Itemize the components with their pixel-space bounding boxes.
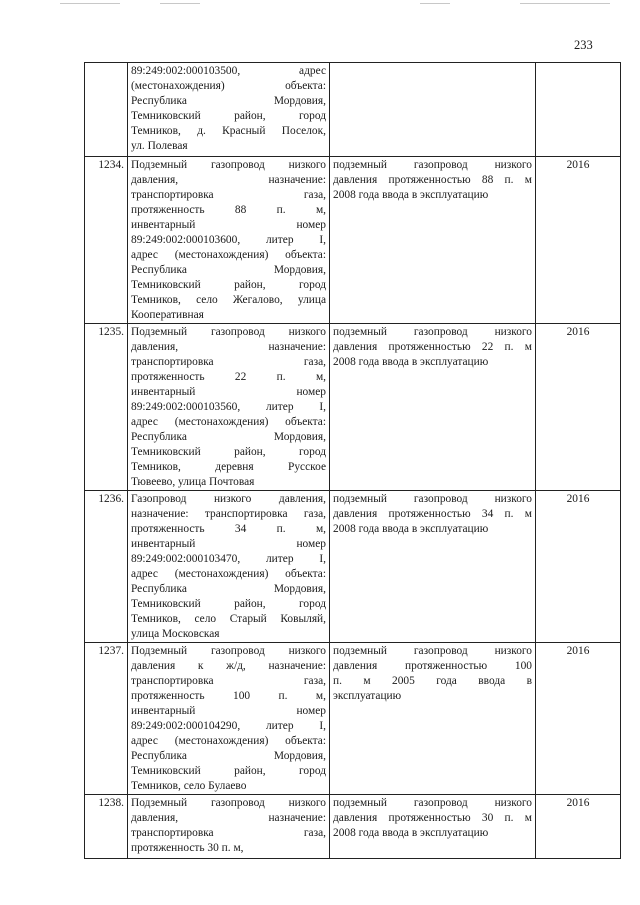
object-characteristics	[330, 643, 536, 795]
description-line: Темниковский район, город	[131, 446, 326, 458]
table-row	[85, 157, 621, 324]
year-cell: 2016	[536, 795, 621, 859]
description-line: улица Московская	[131, 628, 220, 640]
description-line: адрес (местонахождения) объекта:	[131, 249, 326, 261]
description-line: Республика Мордовия,	[131, 583, 326, 595]
table-row	[85, 63, 621, 157]
description-line: адрес (местонахождения) объекта:	[131, 568, 326, 580]
description-line: инвентарный номер	[131, 705, 326, 717]
row-number: 1234.	[85, 157, 128, 324]
description-line: Темников, д. Красный Поселок,	[131, 125, 326, 137]
description-line: протяженность 34 п. м,	[131, 523, 326, 535]
description-line: Республика Мордовия,	[131, 750, 326, 762]
characteristics-line: подземный газопровод низкого	[333, 645, 532, 657]
object-description	[128, 643, 330, 795]
description-line: 89:249:002:000103470, литер I,	[131, 553, 326, 565]
characteristics-line: подземный газопровод низкого	[333, 797, 532, 809]
object-description	[128, 491, 330, 643]
description-line: транспортировка газа,	[131, 189, 326, 201]
description-line: инвентарный номер	[131, 219, 326, 231]
year-cell: 2016	[536, 643, 621, 795]
characteristics-line: подземный газопровод низкого	[333, 493, 532, 505]
description-line: Темников, село Старый Ковыляй,	[131, 613, 326, 625]
description-line: транспортировка газа,	[131, 675, 326, 687]
characteristics-line: эксплуатацию	[333, 690, 402, 702]
row-number	[85, 63, 128, 157]
table-row	[85, 491, 621, 643]
object-characteristics	[330, 491, 536, 643]
description-line: Темников, деревня Русское	[131, 461, 326, 473]
description-line: Подземный газопровод низкого	[131, 159, 326, 171]
characteristics-line: давления протяженностью 100	[333, 660, 532, 672]
characteristics-line: 2008 года ввода в эксплуатацию	[333, 827, 489, 839]
description-line: протяженность 30 п. м,	[131, 842, 244, 854]
description-line: протяженность 100 п. м,	[131, 690, 326, 702]
description-line: Темниковский район, город	[131, 765, 326, 777]
characteristics-line: 2008 года ввода в эксплуатацию	[333, 189, 489, 201]
description-line: инвентарный номер	[131, 538, 326, 550]
registry-table	[84, 62, 621, 859]
characteristics-line: давления протяженностью 34 п. м	[333, 508, 532, 520]
object-description	[128, 795, 330, 859]
object-description	[128, 63, 330, 157]
description-line: транспортировка газа,	[131, 827, 326, 839]
characteristics-line: давления протяженностью 22 п. м	[333, 341, 532, 353]
description-line: ул. Полевая	[131, 140, 188, 152]
description-line: 89:249:002:000103560, литер I,	[131, 401, 326, 413]
row-number: 1236.	[85, 491, 128, 643]
characteristics-line: 2008 года ввода в эксплуатацию	[333, 356, 489, 368]
description-line: Республика Мордовия,	[131, 431, 326, 443]
object-characteristics	[330, 795, 536, 859]
description-line: Темников, село Булаево	[131, 780, 247, 792]
object-description	[128, 324, 330, 491]
description-line: транспортировка газа,	[131, 356, 326, 368]
description-line: протяженность 88 п. м,	[131, 204, 326, 216]
description-line: давления, назначение:	[131, 812, 326, 824]
description-line: Темниковский район, город	[131, 279, 326, 291]
description-line: Кооперативная	[131, 309, 204, 321]
description-line: Подземный газопровод низкого	[131, 645, 326, 657]
characteristics-line: 2008 года ввода в эксплуатацию	[333, 523, 489, 535]
characteristics-line: давления протяженностью 30 п. м	[333, 812, 532, 824]
description-line: протяженность 22 п. м,	[131, 371, 326, 383]
description-line: адрес (местонахождения) объекта:	[131, 416, 326, 428]
characteristics-line: подземный газопровод низкого	[333, 326, 532, 338]
scan-edge-artifact	[0, 0, 640, 8]
page-number: 233	[574, 38, 593, 52]
description-line: Республика Мордовия,	[131, 264, 326, 276]
object-description	[128, 157, 330, 324]
description-line: (местонахождения) объекта:	[131, 80, 326, 92]
description-line: 89:249:002:000103500, адрес	[131, 65, 326, 77]
row-number: 1238.	[85, 795, 128, 859]
description-line: 89:249:002:000103600, литер I,	[131, 234, 326, 246]
description-line: Газопровод низкого давления,	[131, 493, 326, 505]
description-line: Тювеево, улица Почтовая	[131, 476, 255, 488]
description-line: давления, назначение:	[131, 174, 326, 186]
description-line: Темниковский район, город	[131, 598, 326, 610]
year-cell: 2016	[536, 157, 621, 324]
year-cell: 2016	[536, 491, 621, 643]
characteristics-line: давления протяженностью 88 п. м	[333, 174, 532, 186]
description-line: инвентарный номер	[131, 386, 326, 398]
description-line: 89:249:002:000104290, литер I,	[131, 720, 326, 732]
year-cell	[536, 63, 621, 157]
description-line: давления к ж/д, назначение:	[131, 660, 326, 672]
table-row	[85, 643, 621, 795]
row-number: 1237.	[85, 643, 128, 795]
characteristics-line: п. м 2005 года ввода в	[333, 675, 532, 687]
description-line: Подземный газопровод низкого	[131, 326, 326, 338]
description-line: давления, назначение:	[131, 341, 326, 353]
description-line: Темников, село Жегалово, улица	[131, 294, 326, 306]
year-cell: 2016	[536, 324, 621, 491]
description-line: Темниковский район, город	[131, 110, 326, 122]
object-characteristics	[330, 324, 536, 491]
table-row	[85, 795, 621, 859]
description-line: Республика Мордовия,	[131, 95, 326, 107]
description-line: назначение: транспортировка газа,	[131, 508, 326, 520]
description-line: Подземный газопровод низкого	[131, 797, 326, 809]
object-characteristics	[330, 157, 536, 324]
object-characteristics	[330, 63, 536, 157]
table-row	[85, 324, 621, 491]
description-line: адрес (местонахождения) объекта:	[131, 735, 326, 747]
characteristics-line: подземный газопровод низкого	[333, 159, 532, 171]
row-number: 1235.	[85, 324, 128, 491]
